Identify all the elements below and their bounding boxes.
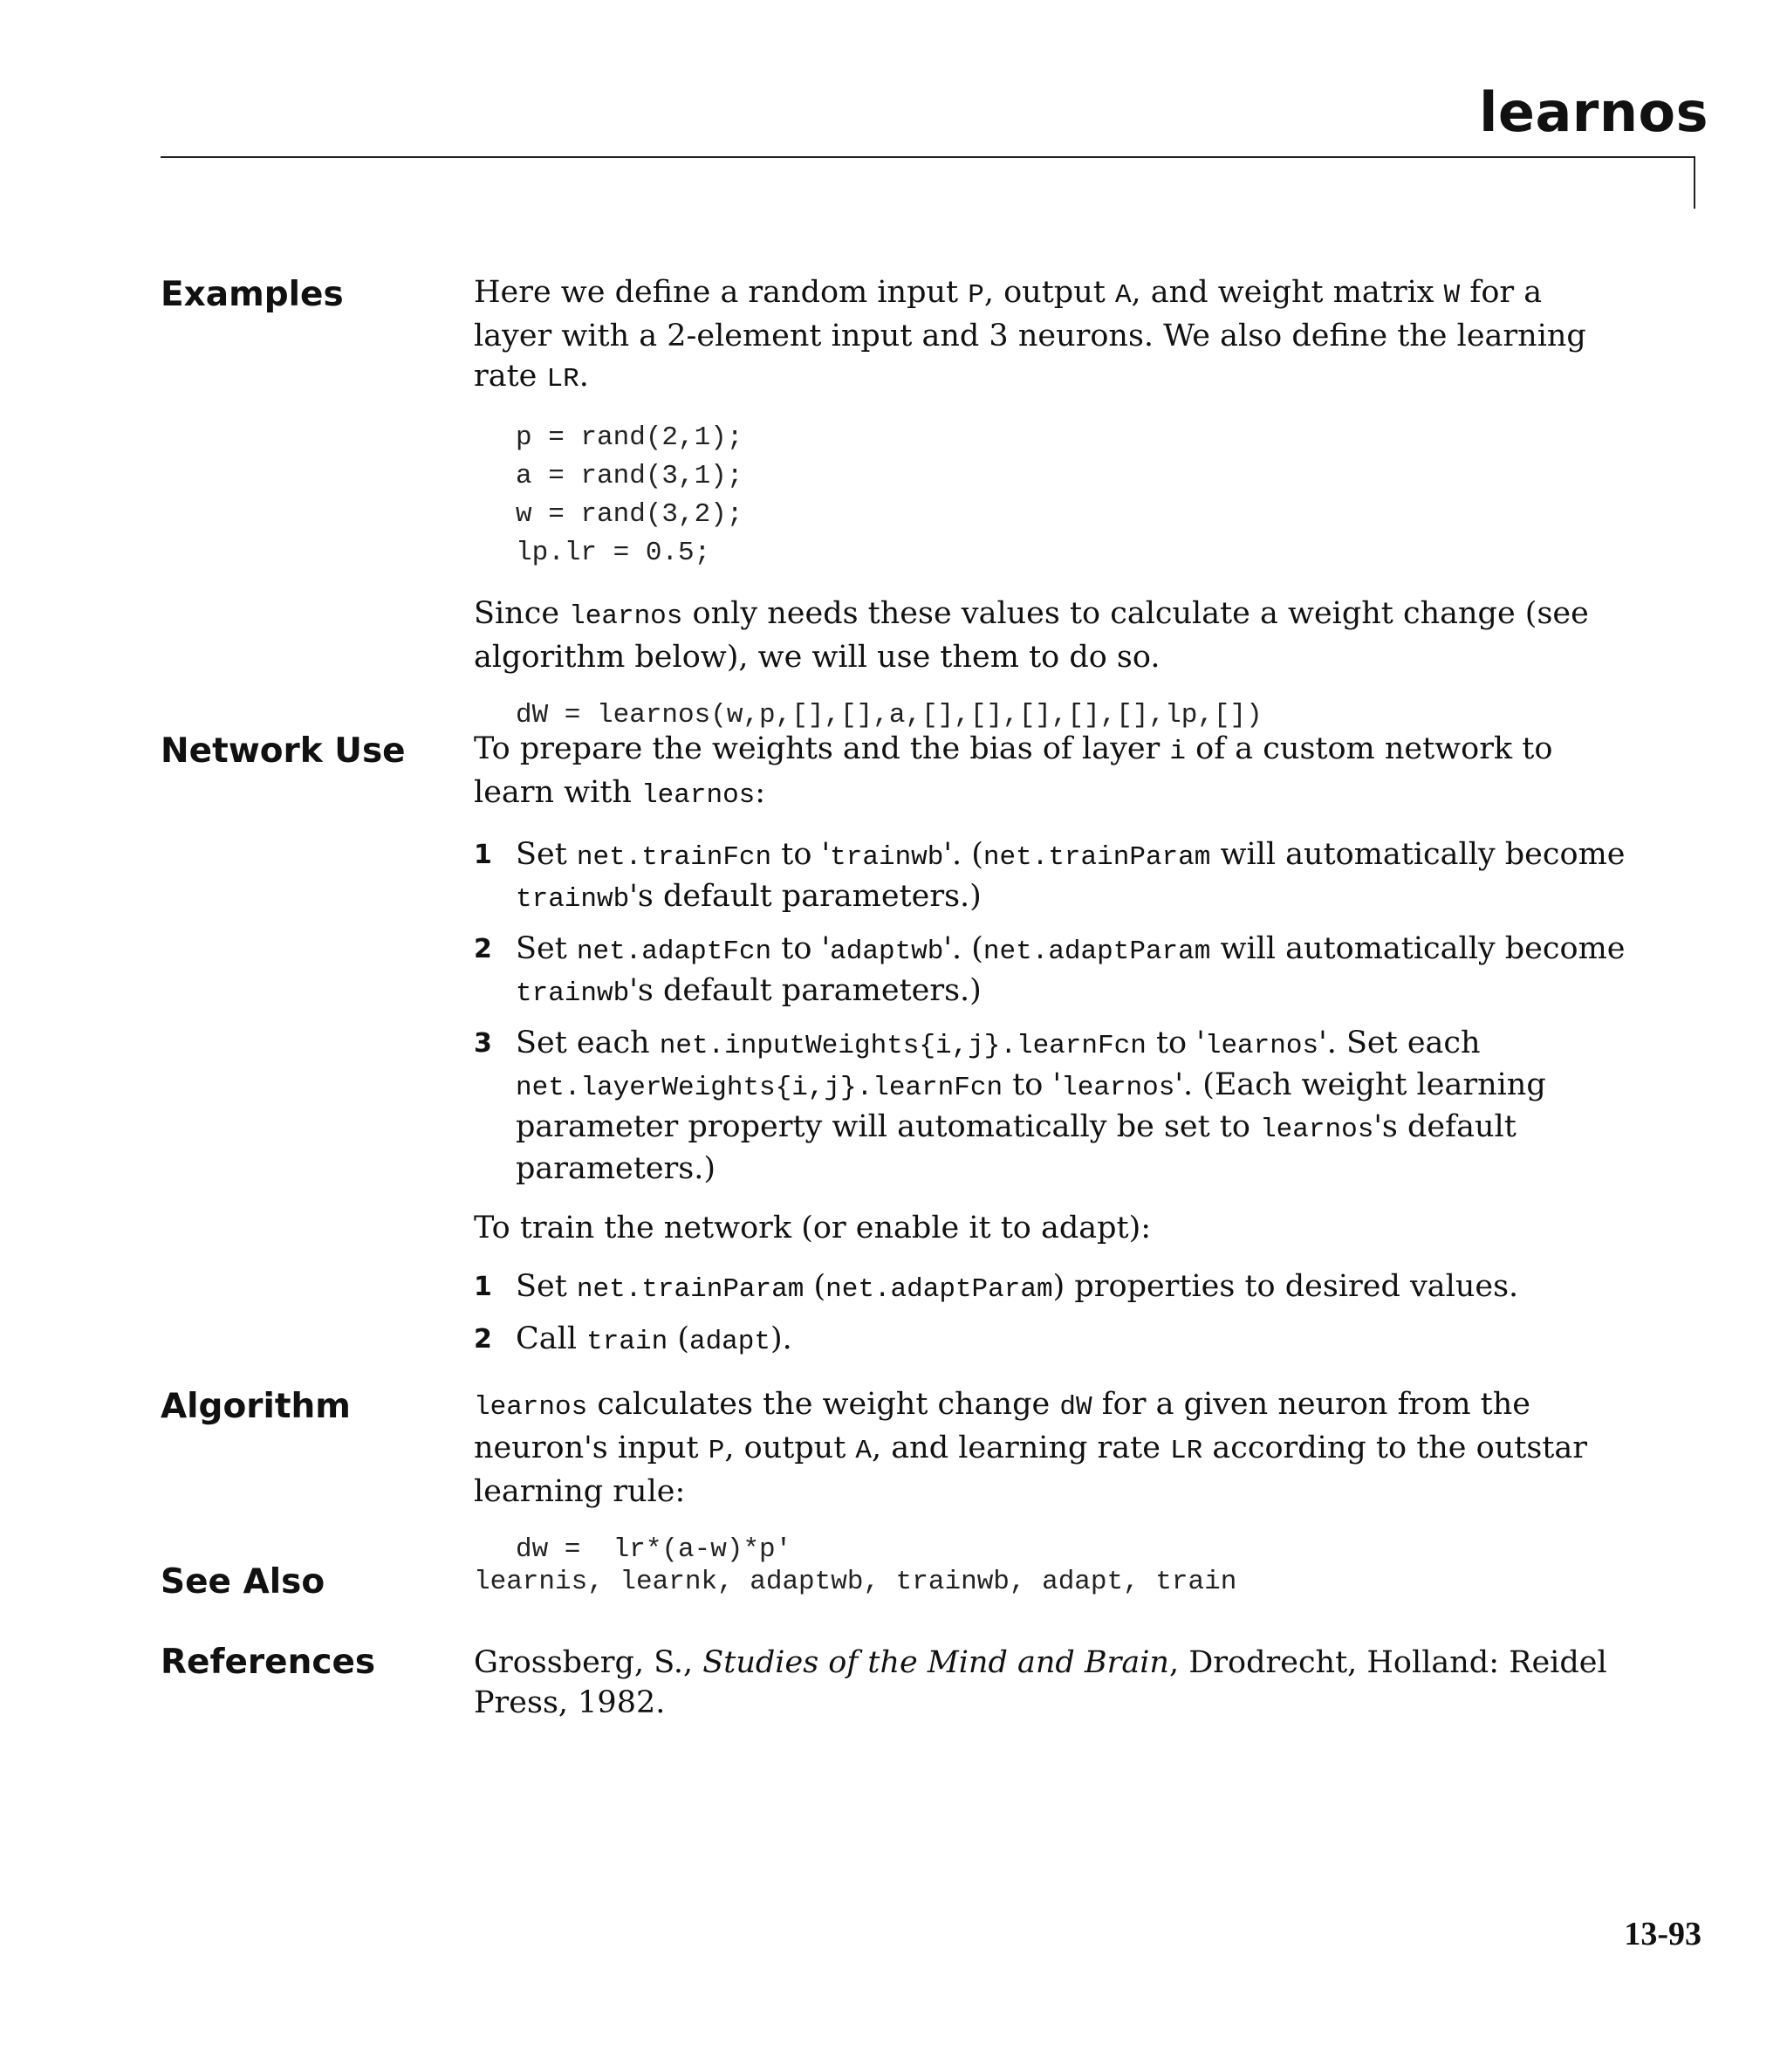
code-inline: learnos: [474, 1392, 588, 1423]
text: , output: [983, 275, 1115, 310]
page-title: learnos: [1479, 80, 1708, 144]
text: ) properties to desired values.: [1052, 1269, 1519, 1304]
code-inline: trainwb: [830, 842, 944, 873]
page-number: 13-93: [1624, 1916, 1701, 1952]
examples-body: [474, 272, 1626, 735]
code-inline: learnos: [1260, 1115, 1374, 1145]
text: Call: [516, 1321, 587, 1356]
code-inline: W: [1443, 280, 1461, 311]
book-title: Studies of the Mind and Brain: [702, 1645, 1169, 1680]
network-use-intro: [474, 729, 1626, 816]
header-rule: [161, 156, 1695, 158]
references-body: [474, 1643, 1626, 1723]
text: to ': [1146, 1026, 1205, 1060]
network-use-body: [474, 729, 1626, 1372]
text: Set each: [516, 1026, 660, 1060]
train-step: [474, 1267, 1626, 1309]
text: according to the outstar learning rule:: [474, 1431, 1587, 1509]
text: Set: [516, 931, 577, 966]
train-steps: [474, 1267, 1626, 1362]
text: (: [804, 1269, 826, 1304]
text: :: [755, 775, 766, 810]
text: '. (: [943, 931, 983, 966]
text: Set: [516, 837, 577, 872]
text: Grossberg, S.,: [474, 1645, 703, 1680]
code-inline: LR: [1170, 1436, 1203, 1466]
text: , output: [724, 1431, 856, 1465]
see-also-links: learnis, learnk, adaptwb, trainwb, adapt, train: [474, 1567, 1237, 1597]
code-inline: net.adaptFcn: [576, 937, 772, 967]
algorithm-formula: dw = lr*(a-w)*p': [516, 1534, 792, 1565]
text: , and learning rate: [872, 1431, 1171, 1465]
text: , and weight matrix: [1131, 275, 1444, 310]
code-inline: net.trainFcn: [576, 842, 772, 873]
examples-code-block: p = rand(2,1); a = rand(3,1); w = rand(3,2); lp.lr = 0.5;: [516, 422, 743, 568]
setup-steps: [474, 835, 1626, 1189]
text: Since: [474, 596, 570, 631]
code-inline: i: [1169, 737, 1187, 767]
text: (: [668, 1321, 689, 1356]
text: will automatically become: [1210, 837, 1626, 872]
text: 's default parameters.): [516, 1109, 1517, 1186]
setup-step: [474, 1024, 1626, 1189]
code-inline: net.adaptParam: [825, 1274, 1053, 1305]
text: for a layer with a 2-element input and 3 neurons. We also define the learning rate: [474, 275, 1586, 394]
train-step: [474, 1320, 1626, 1362]
code-inline: learnos: [641, 780, 756, 811]
code-inline: trainwb: [516, 978, 630, 1009]
algorithm-heading: Algorithm: [161, 1387, 351, 1426]
header-corner-tick: [1694, 156, 1695, 209]
setup-step: [474, 930, 1626, 1013]
text: Set: [516, 1269, 577, 1304]
text: to ': [771, 837, 831, 872]
code-inline: net.trainParam: [983, 842, 1211, 873]
step-number: 2: [474, 1324, 492, 1355]
see-also-body: [474, 1562, 1626, 1602]
text: will automatically become: [1210, 931, 1626, 966]
code-inline: learnos: [1061, 1073, 1175, 1103]
text: 's default parameters.): [629, 973, 982, 1008]
text: To prepare the weights and the bias of layer: [474, 731, 1170, 766]
algorithm-text: [474, 1384, 1626, 1512]
text: to ': [771, 931, 831, 966]
step-number: 3: [474, 1028, 492, 1059]
text: .: [579, 359, 589, 394]
code-inline: train: [586, 1327, 668, 1357]
examples-since: [474, 593, 1626, 677]
text: , Drodrecht, Holland: Reidel Press, 1982.: [474, 1645, 1607, 1720]
code-inline: learnos: [1204, 1031, 1319, 1061]
text: '. Set each: [1318, 1026, 1481, 1060]
code-inline: net.inputWeights{i,j}.learnFcn: [659, 1031, 1147, 1061]
code-inline: net.adaptParam: [983, 937, 1211, 967]
step-number: 1: [474, 840, 492, 870]
text: '. (Each weight learning parameter property will automatically be set to: [516, 1067, 1546, 1144]
network-use-heading: Network Use: [161, 731, 406, 771]
train-intro: To train the network (or enable it to adapt):: [474, 1211, 1152, 1245]
text: ).: [770, 1321, 792, 1356]
text: only needs these values to calculate a weight change (see algorithm below), we will use them to do so.: [474, 596, 1589, 675]
code-inline: P: [968, 280, 984, 311]
code-inline: learnos: [569, 601, 683, 632]
algorithm-body: [474, 1384, 1626, 1569]
text: 's default parameters.): [629, 879, 982, 914]
text: '. (: [943, 837, 983, 872]
code-inline: adaptwb: [830, 937, 944, 967]
code-inline: A: [855, 1436, 873, 1466]
examples-intro: [474, 272, 1626, 400]
code-inline: A: [1114, 280, 1132, 311]
code-inline: trainwb: [516, 884, 630, 915]
text: to ': [1003, 1067, 1062, 1102]
code-inline: net.trainParam: [576, 1274, 804, 1305]
text: for a given neuron from the neuron's input: [474, 1387, 1530, 1465]
code-inline: P: [708, 1436, 725, 1466]
see-also-heading: See Also: [161, 1562, 325, 1602]
step-number: 2: [474, 934, 492, 964]
text: Here we define a random input: [474, 275, 969, 310]
code-inline: LR: [546, 364, 579, 395]
text: of a custom network to learn with: [474, 731, 1553, 810]
code-inline: net.layerWeights{i,j}.learnFcn: [516, 1073, 1003, 1103]
text: calculates the weight change: [587, 1387, 1060, 1422]
examples-heading: Examples: [161, 275, 344, 314]
examples-code-call: dW = learnos(w,p,[],[],a,[],[],[],[],[],lp,[]): [516, 700, 1263, 731]
setup-step: [474, 835, 1626, 919]
code-inline: dW: [1059, 1392, 1092, 1423]
step-number: 1: [474, 1272, 492, 1302]
reference-citation: [474, 1643, 1626, 1723]
references-heading: References: [161, 1643, 376, 1682]
code-inline: adapt: [688, 1327, 770, 1357]
